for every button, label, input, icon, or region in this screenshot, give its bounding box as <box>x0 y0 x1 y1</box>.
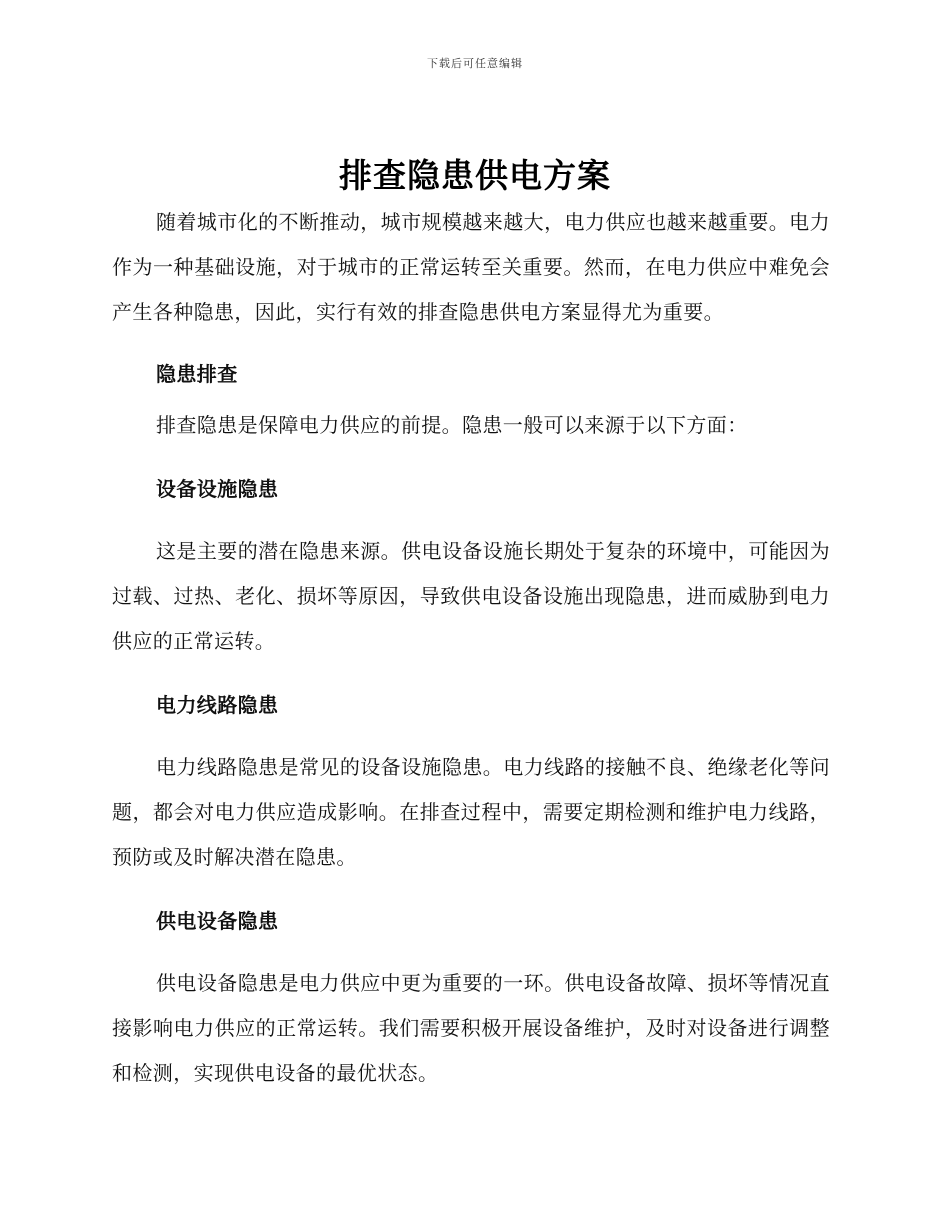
intro-paragraph: 随着城市化的不断推动，城市规模越来越大，电力供应也越来越重要。电力作为一种基础设施，对于城市的正常运转至关重要。然而，在电力供应中难免会产生各种隐患，因此，实行有效的排查隐患供电方案显得尤为重要。 <box>112 210 830 324</box>
section-paragraph-line-hazards: 电力线路隐患是常见的设备设施隐患。电力线路的接触不良、绝缘老化等问题，都会对电力供应造成影响。在排查过程中，需要定期检测和维护电力线路，预防或及时解决潜在隐患。 <box>112 755 830 869</box>
section-heading-equipment-hazards: 供电设备隐患 <box>156 909 279 933</box>
section-paragraph-equipment-hazards: 供电设备隐患是电力供应中更为重要的一环。供电设备故障、损坏等情况直接影响电力供应的正常运转。我们需要积极开展设备维护，及时对设备进行调整和检测，实现供电设备的最优状态。 <box>112 971 830 1085</box>
section-heading-line-hazards: 电力线路隐患 <box>156 693 279 717</box>
section-heading-hazard-inspection: 隐患排查 <box>156 362 238 386</box>
section-heading-facility-hazards: 设备设施隐患 <box>156 477 279 501</box>
document-title: 排查隐患供电方案 <box>339 156 611 195</box>
header-note: 下载后可任意编辑 <box>427 57 523 70</box>
document-body <box>112 200 830 1096</box>
section-paragraph-hazard-inspection: 排查隐患是保障电力供应的前提。隐患一般可以来源于以下方面： <box>156 413 748 437</box>
section-paragraph-facility-hazards: 这是主要的潜在隐患来源。供电设备设施长期处于复杂的环境中，可能因为过载、过热、老化、损坏等原因，导致供电设备设施出现隐患，进而威胁到电力供应的正常运转。 <box>112 539 830 653</box>
